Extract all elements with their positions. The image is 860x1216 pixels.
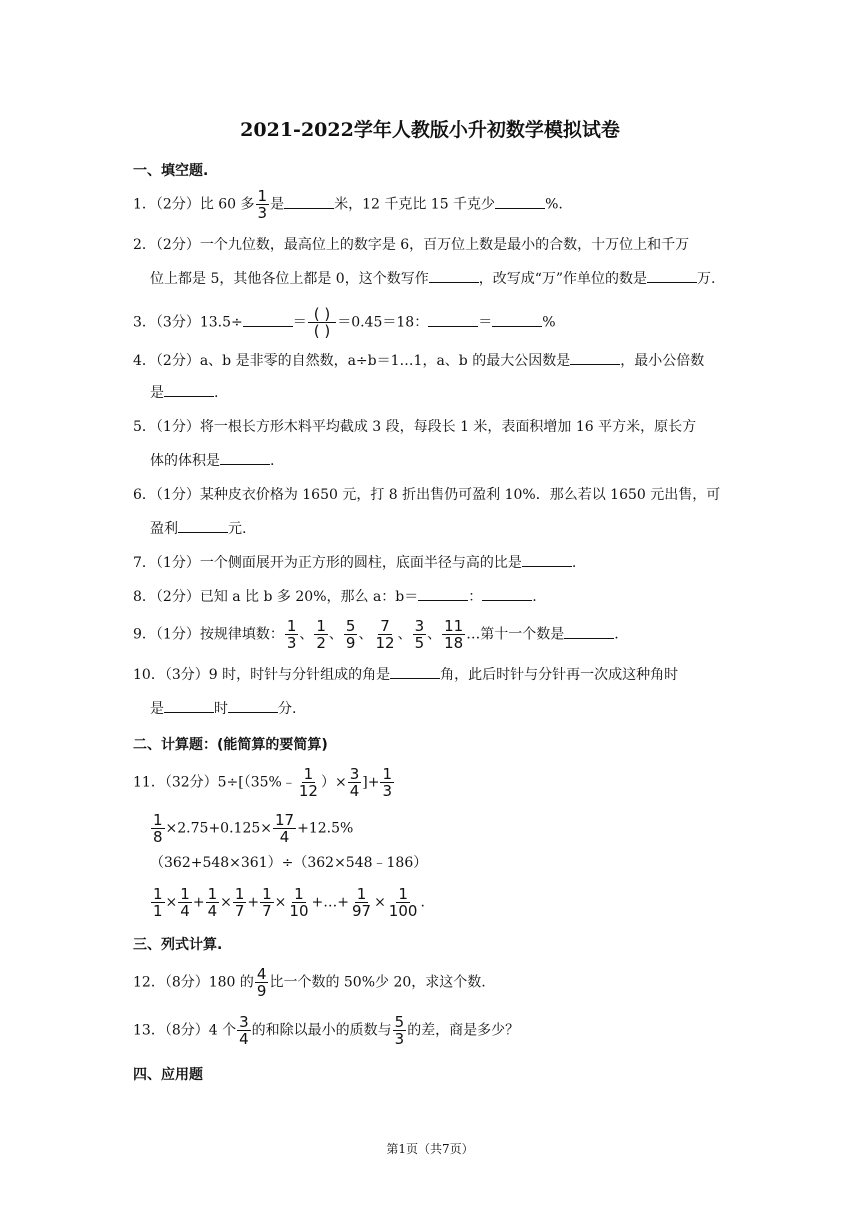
page-title: 2021-2022学年人教版小升初数学模拟试卷 bbox=[240, 119, 620, 141]
fraction: $\frac{1}{3}$ bbox=[286, 617, 297, 652]
answer-blank[interactable] bbox=[390, 664, 440, 679]
fraction-blank[interactable]: $\frac{( )}{( )}$ bbox=[308, 306, 336, 339]
answer-blank[interactable] bbox=[220, 450, 270, 465]
question-8: 8．（2分）已知 a 比 b 多 20%，那么 a：b＝ ： . bbox=[133, 586, 537, 608]
question-11-part-2: $\frac{1}{8}$ ×2.75+0.125× $\frac{17}{4}$ +12.5% bbox=[153, 811, 354, 846]
fraction: $\frac{3}{4}$ bbox=[349, 765, 360, 800]
answer-blank[interactable] bbox=[429, 268, 479, 283]
fraction: $\frac{1}{4}$ bbox=[207, 885, 218, 920]
section-equation: 三、列式计算. bbox=[133, 937, 223, 953]
question-6-cont: 盈利 元. bbox=[150, 518, 246, 540]
question-10: 10．（3分）9 时，时针与分针组成的角是 角，此后时针与分针再一次成这种角时 bbox=[133, 664, 678, 686]
question-4: 4．（2分）a、b 是非零的自然数，a÷b＝1…1，a、b 的最大公因数是 ，最小公倍数 bbox=[133, 350, 704, 372]
answer-blank[interactable] bbox=[482, 586, 532, 601]
answer-blank[interactable] bbox=[178, 518, 228, 533]
answer-blank[interactable] bbox=[522, 552, 572, 567]
fraction: $\frac{1}{97}$ bbox=[351, 885, 372, 920]
answer-blank[interactable] bbox=[284, 194, 334, 209]
question-9: 9．（1分）按规律填数： $\frac{1}{3}$ 、 $\frac{1}{2}$ 、 $\frac{5}{9}$ 、 $\frac{7}{12}$ 、 $\frac{3}{5}$ 、 $\frac{11}{18}$ …第十一个数是 . bbox=[133, 617, 619, 652]
fraction: $\frac{1}{7}$ bbox=[234, 885, 245, 920]
question-12: 12．（8分）180 的 $\frac{4}{9}$ 比一个数的 50%少 20，求这个数. bbox=[133, 965, 486, 1000]
section-application: 四、应用题 bbox=[133, 1067, 203, 1083]
section-fill-blank: 一、填空题. bbox=[133, 163, 209, 179]
question-5: 5．（1分）将一根长方形木料平均截成 3 段，每段长 1 米，表面积增加 16 平方米，原长方 bbox=[133, 419, 697, 435]
fraction: $\frac{3}{4}$ bbox=[239, 1013, 249, 1048]
fraction: $\frac{5}{9}$ bbox=[345, 617, 356, 652]
question-5-cont: 体的体积是 . bbox=[150, 450, 274, 472]
answer-blank[interactable] bbox=[492, 312, 542, 327]
fraction: $\frac{3}{5}$ bbox=[414, 617, 425, 652]
fraction: $\frac{11}{18}$ bbox=[444, 617, 464, 652]
fraction: $\frac{5}{3}$ bbox=[394, 1013, 405, 1048]
answer-blank[interactable] bbox=[495, 194, 545, 209]
answer-blank[interactable] bbox=[164, 382, 214, 397]
fraction: $\frac{1}{3}$ bbox=[382, 765, 392, 800]
fraction: $\frac{4}{9}$ bbox=[256, 965, 267, 1000]
fraction: $\frac{1}{12}$ bbox=[298, 765, 318, 800]
fraction: $\frac{7}{12}$ bbox=[375, 617, 395, 652]
answer-blank[interactable] bbox=[428, 312, 478, 327]
answer-blank[interactable] bbox=[570, 350, 620, 365]
question-3: 3．（3分）13.5÷ ＝ $\frac{( )}{( )}$ ＝0.45＝18： ＝ % bbox=[133, 305, 556, 340]
fraction: $\frac{17}{4}$ bbox=[275, 811, 295, 846]
page-footer: 第1页（共7页） bbox=[386, 1142, 474, 1156]
fraction: $\frac{1}{1}$ bbox=[153, 885, 163, 920]
question-6: 6．（1分）某种皮衣价格为 1650 元，打 8 折出售仍可盈利 10%．那么若以 1650 元出售，可 bbox=[133, 487, 721, 503]
answer-blank[interactable] bbox=[418, 586, 468, 601]
fraction: $\frac{1}{7}$ bbox=[262, 885, 272, 920]
fraction: $\frac{1}{3}$ bbox=[257, 187, 268, 222]
question-10-cont: 是 时 分. bbox=[150, 698, 296, 720]
question-2-cont: 位上都是 5，其他各位上都是 0，这个数写作 ，改写成“万”作单位的数是 万. bbox=[150, 268, 716, 290]
question-1: 1．（2分）比 60 多 $\frac{1}{3}$ 是 米，12 千克比 15 千克少 %. bbox=[133, 187, 563, 222]
question-7: 7．（1分）一个侧面展开为正方形的圆柱，底面半径与高的比是 . bbox=[133, 552, 576, 574]
answer-blank[interactable] bbox=[647, 268, 697, 283]
question-4-cont: 是 . bbox=[150, 382, 218, 404]
answer-blank[interactable] bbox=[164, 698, 214, 713]
answer-blank[interactable] bbox=[243, 312, 293, 327]
fraction: $\frac{1}{8}$ bbox=[153, 811, 163, 846]
fraction: $\frac{1}{2}$ bbox=[316, 617, 326, 652]
fraction: $\frac{1}{100}$ bbox=[388, 885, 418, 920]
answer-blank[interactable] bbox=[228, 698, 278, 713]
question-13: 13．（8分）4 个 $\frac{3}{4}$ 的和除以最小的质数与 $\frac{5}{3}$ 的差，商是多少？ bbox=[133, 1013, 520, 1048]
section-calculation: 二、计算题：(能简算的要简算) bbox=[133, 737, 328, 753]
fraction: $\frac{1}{4}$ bbox=[180, 885, 190, 920]
fraction: $\frac{1}{10}$ bbox=[289, 885, 309, 920]
answer-blank[interactable] bbox=[564, 624, 614, 639]
question-2: 2．（2分）一个九位数，最高位上的数字是 6，百万位上数是最小的合数，十万位上和千万 bbox=[133, 237, 690, 253]
question-11-part-4: $\frac{1}{1}$ × $\frac{1}{4}$ + $\frac{1}{4}$ × $\frac{1}{7}$ + $\frac{1}{7}$ × $\frac{1}{10}$ +…+ $\frac{1}{97}$ × $\frac{1}{100}$ . bbox=[153, 885, 425, 920]
question-11-part-3: （362+548×361）÷（362×548﹣186） bbox=[150, 855, 428, 871]
question-11: 11．（32分）5÷[（35%﹣ $\frac{1}{12}$ ）× $\frac{3}{4}$ ]+ $\frac{1}{3}$ bbox=[133, 765, 392, 800]
